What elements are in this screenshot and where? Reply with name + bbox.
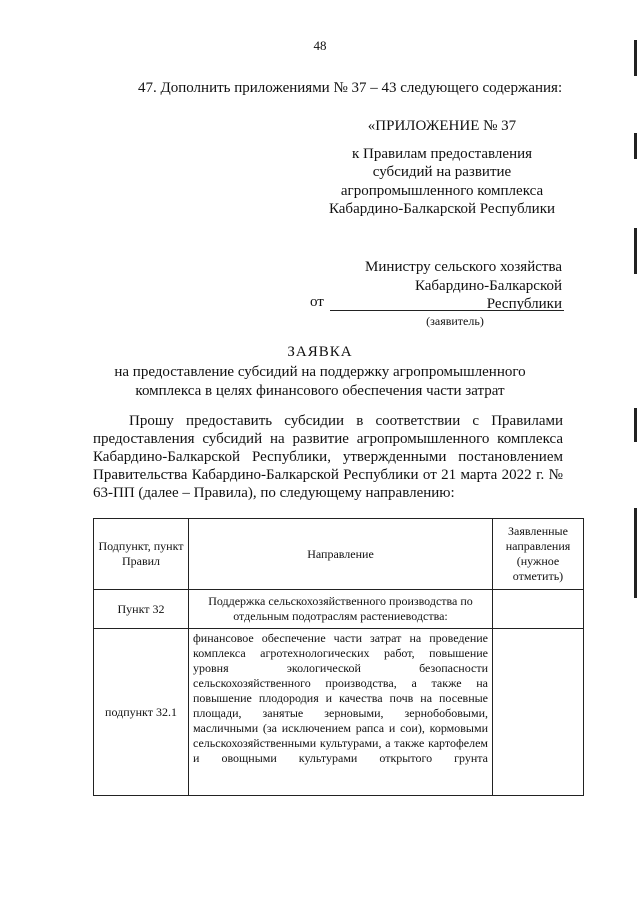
appendix-title: «ПРИЛОЖЕНИЕ № 37 xyxy=(367,118,517,134)
scan-edge-mark xyxy=(634,40,637,76)
request-paragraph-text: Прошу предоставить субсидии в соответствии с Правилами предоставления субсидий на развитие агропромышленного комплекса Кабардино-Балкарской Республики, утвержденными постановлением Правительства Кабардино-Балкарской Республики от 21 марта 2022 г. № 63-ПП (далее – Правила), по следующему направлению: xyxy=(93,413,563,501)
page-number: 48 xyxy=(313,38,327,53)
addressee-line: Кабардино-Балкарской Республики xyxy=(414,277,562,312)
appendix-line: к Правилам предоставления xyxy=(351,145,533,162)
addressee-line: Министру сельского хозяйства xyxy=(365,259,562,275)
amendment-intro: 47. Дополнить приложениями № 37 – 43 следующего содержания: xyxy=(138,80,563,96)
row-direction: финансовое обеспечение части затрат на проведение комплекса агротехнологических работ, повышение уровня экологической безопасности сельскохозяйственного производства, а также на повышение плодородия и качества почв на посевные площади, занятые зерновыми, зернобобовыми, масличными (за исключением рапса и сои), кормовыми сельскохозяйственными культурами, а также картофелем и овощными культурами открытого грунта xyxy=(189,629,493,796)
scan-edge-mark xyxy=(634,228,637,274)
appendix-line: Кабардино-Балкарской Республики xyxy=(328,201,556,217)
table-row xyxy=(94,629,584,796)
row-clause: Пункт 32 xyxy=(94,590,189,629)
from-label: от xyxy=(310,294,324,310)
row-mark-cell[interactable] xyxy=(493,590,584,629)
applicant-blank-line xyxy=(330,295,564,311)
row-mark-cell[interactable] xyxy=(493,629,584,796)
appendix-line: агропромышленного комплекса xyxy=(340,182,544,199)
applicant-caption: (заявитель) xyxy=(426,314,484,328)
directions-table xyxy=(93,518,584,796)
scan-edge-mark xyxy=(634,408,637,442)
row-direction: Поддержка сельскохозяйственного производства по отдельным подотраслям растениеводства: xyxy=(189,590,493,629)
appendix-header xyxy=(320,117,564,219)
header-direction: Направление xyxy=(189,519,493,590)
document-title: ЗАЯВКА xyxy=(287,344,353,360)
from-line xyxy=(310,294,564,311)
request-paragraph xyxy=(93,412,563,502)
subtitle-line: на предоставление субсидий на поддержку агропромышленного xyxy=(114,364,526,380)
header-declared: Заявленные направления (нужное отметить) xyxy=(493,519,584,590)
table-row xyxy=(94,590,584,629)
document-subtitle xyxy=(80,363,560,400)
row-clause: подпункт 32.1 xyxy=(94,629,189,796)
scan-edge-mark xyxy=(634,133,637,159)
table-header-row xyxy=(94,519,584,590)
subtitle-line: комплекса в целях финансового обеспечения части затрат xyxy=(135,382,505,399)
appendix-line: субсидий на развитие xyxy=(372,164,512,180)
scan-edge-mark xyxy=(634,508,637,598)
header-clause: Подпункт, пункт Правил xyxy=(94,519,189,590)
